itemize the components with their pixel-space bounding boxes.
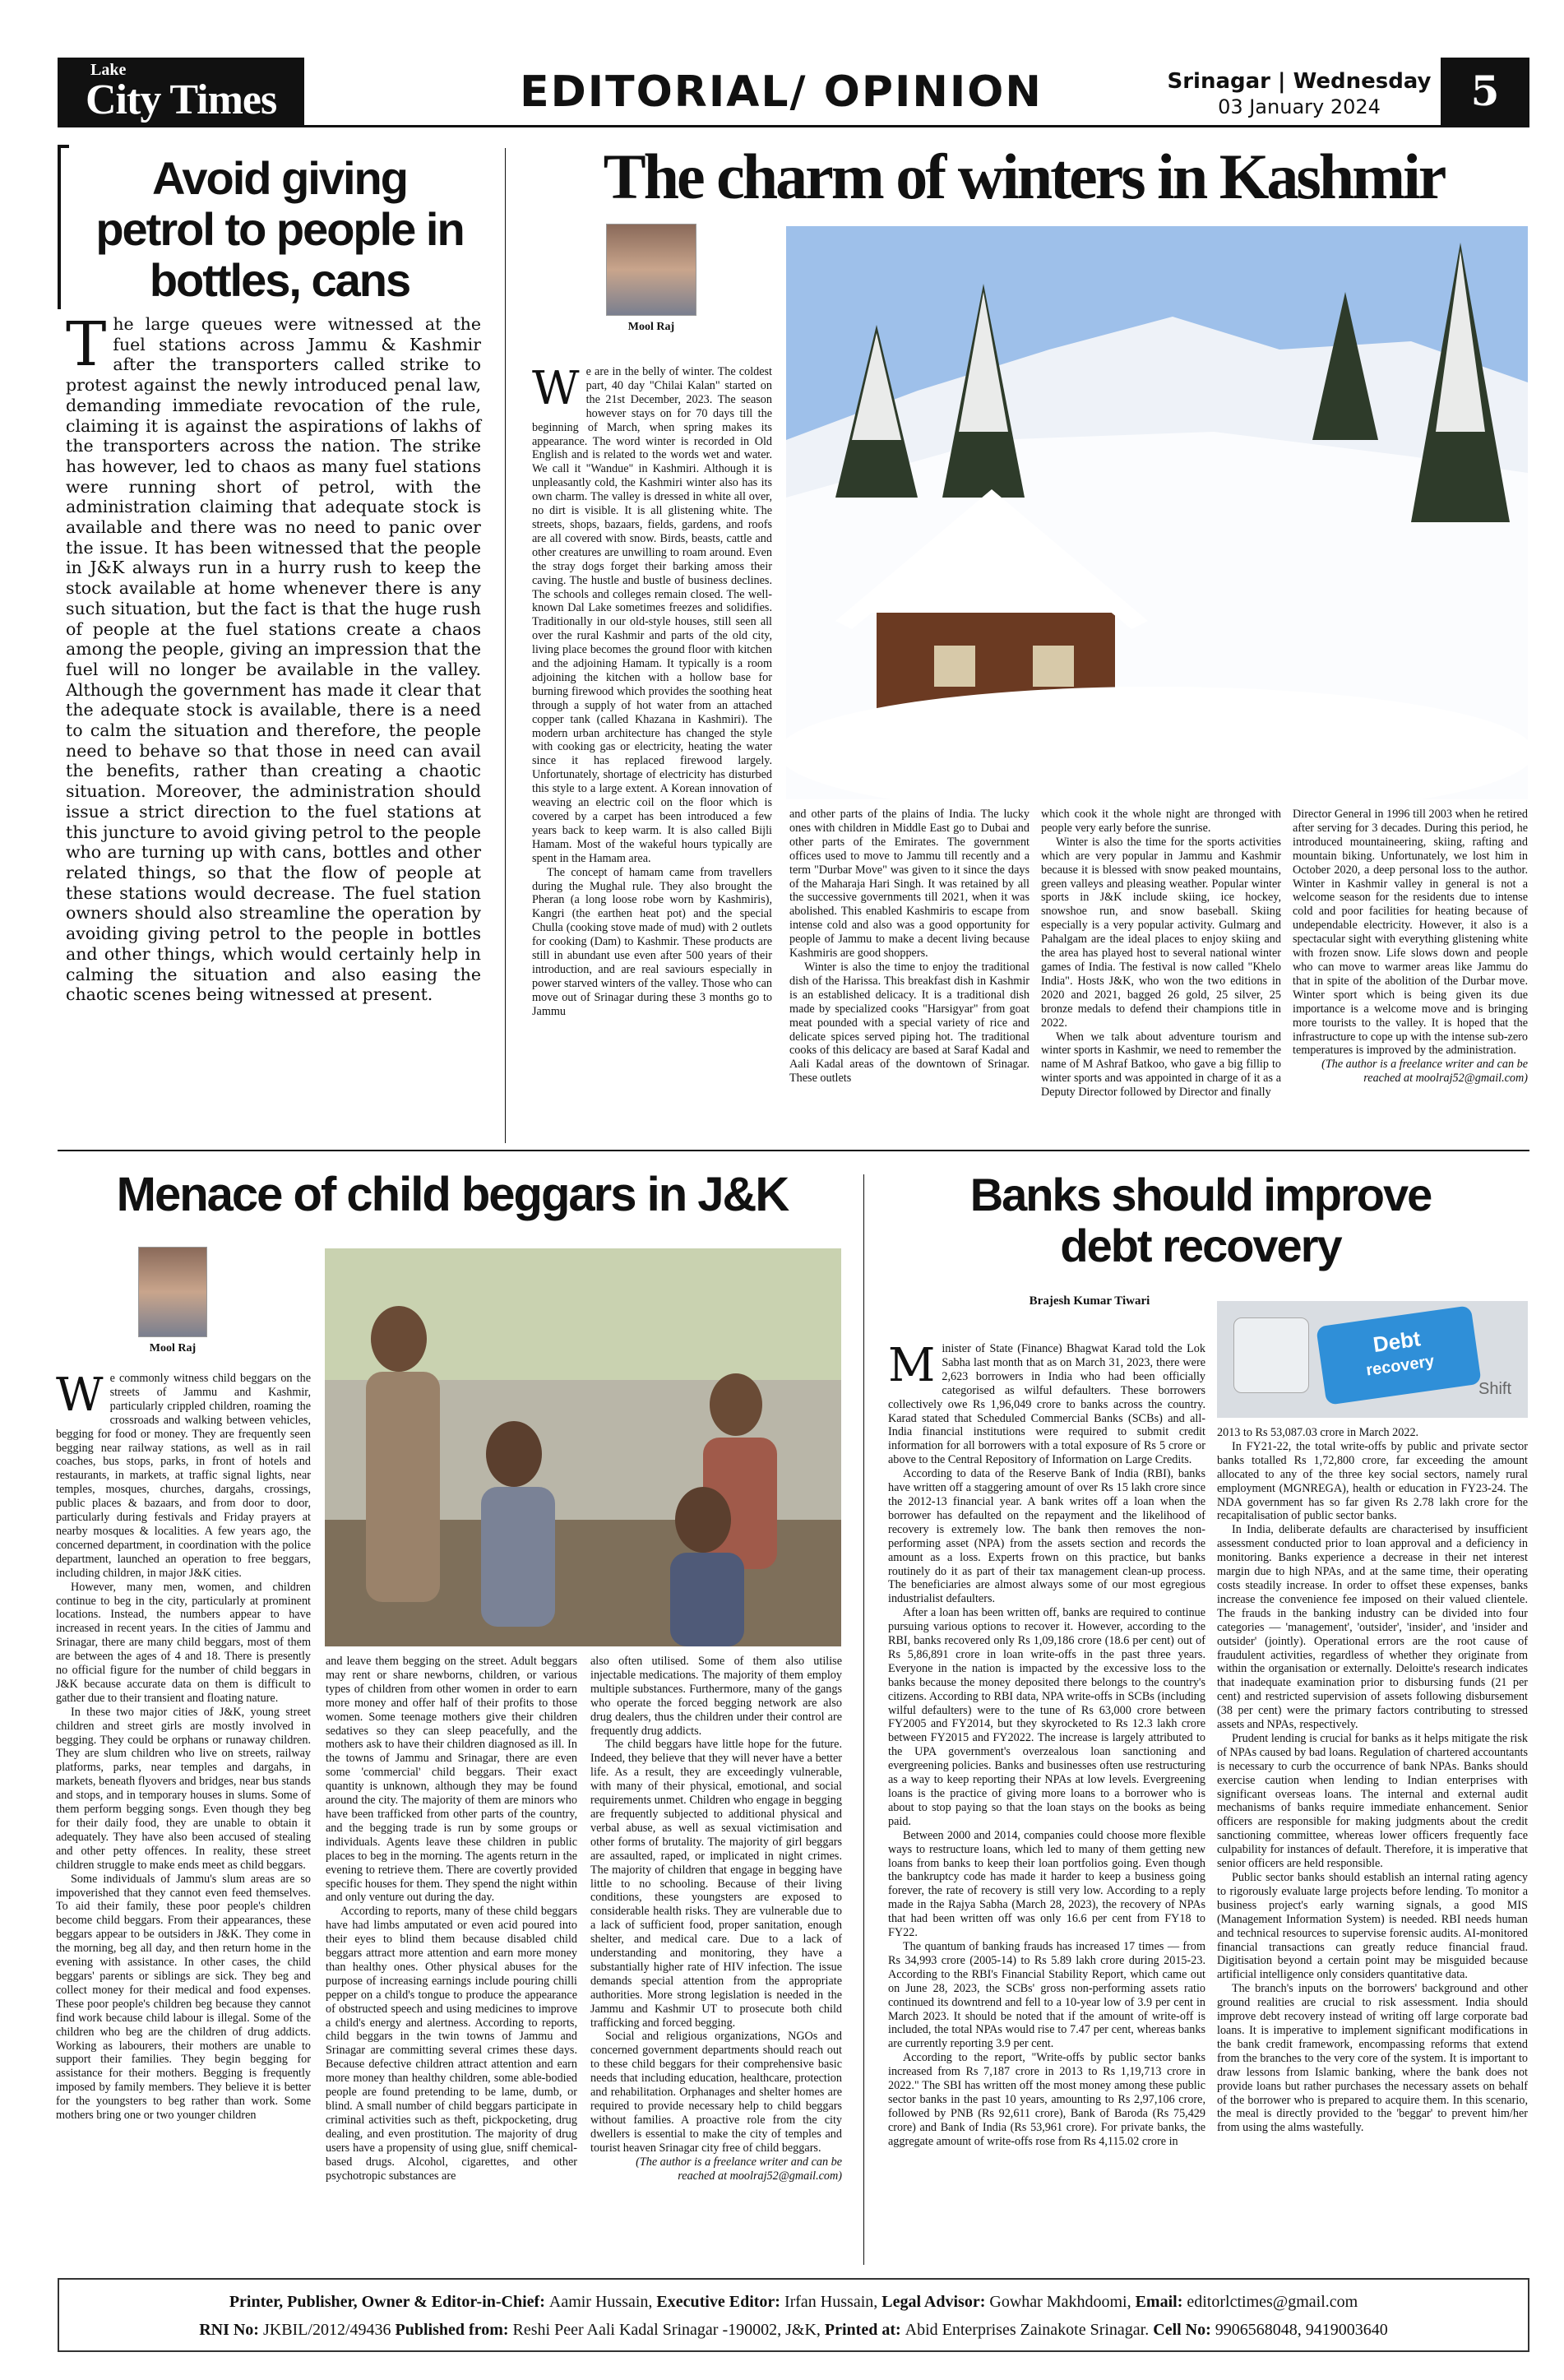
winters-photo [786, 226, 1528, 799]
children-illustration [325, 1248, 841, 1646]
beggars-title: Menace of child beggars in J&K [116, 1168, 789, 1221]
page-number: 5 [1441, 58, 1529, 125]
editorial-body [66, 309, 481, 1005]
beggars-col-3 [590, 1655, 842, 2183]
masthead-rule [58, 125, 1529, 127]
editorial-bracket-h [58, 145, 69, 148]
winters-para: When we talk about adventure tourism and winter sports in Kashmir, we need to remember the name of M Ashraf Batkoo, who gave a big fillip to winter sports and was appointed in charge of it as a Deputy Director followed by Director and finally [1041, 1030, 1281, 1100]
banks-para: Between 2000 and 2014, companies could choose more flexible ways to restructure loans, which led to many of them getting new loans from banks to keep their loan portfolios going. Even though the bankruptcy code has made it harder to keep a business going forever, the rate of recovery is still very low. According to a reply made in the Rajya Sabha (March 28, 2023), the recovery of NPAs that had been written off was only 16.6 per cent from FY18 to FY22. [888, 1828, 1205, 1940]
banks-author: Brajesh Kumar Tiwari [1029, 1294, 1150, 1308]
column-divider [863, 1174, 864, 2265]
banks-photo [1217, 1301, 1528, 1418]
winters-para [532, 362, 772, 866]
editorial-text: he large queues were witnessed at the fuel stations across Jammu & Kashmir after the transporters called strike to protest against the newly introduced penal law, demanding immediate revocation of the rule, claiming it is against the aspirations of lakhs of the transporters across the nation. The strike has however, led to chaos as many fuel stations were running short of petrol, with the administration claiming that adequate stock is available and there was no need to panic over the issue. It has been witnessed that the people in J&K always run in a hurry rush to keep the stock available at home whenever there is any such situation, but the fact is that the huge rush of people at the fuel stations create a chaos among the people, giving an impression that the fuel will no longer be available in the valley. Although the government has made it clear that the adequate stock is available, there is a need to calm the situation and therefore, the people need to behave so that those in need can avail the benefits, rather than creating a chaotic situation. Moreover, the administration should issue a strict direction to the fuel stations at this juncture to avoid giving petrol to the people who are turning up with cans, bottles and other related things, so that the flow of people at these stations would decrease. The fuel station owners should also streamline the operation by avoiding giving petrol to the people in bottles and other things, which would certainly help in calming the situation and also easing the chaotic scenes being witnessed at present. [66, 314, 481, 1005]
banks-drop-cap: M [888, 1339, 936, 1392]
beggars-para: The child beggars have little hope for the future. Indeed, they believe that they will never have a better life. As a result, they are exceedingly vulnerable, with many of their physical, emotional, and social requirements unmet. Children who engage in begging are frequently subjected to additional physical and verbal abuse, as well as sexual victimisation and other forms of brutality. The majority of girl beggars are assaulted, raped, or implicated in night crimes. The majority of children that engage in begging have little to no schooling. Because of their living conditions, these youngsters are exposed to considerable health risks. They are vulnerable due to a lack of sufficient food, proper sanitation, enough shelter, and medical care. Due to a lack of understanding and monitoring, they have a substantially higher rate of HIV infection. The issue demands special attention from the appropriate authorities. More strong legislation is needed in the Jammu and Kashmir UT to prosecute both child trafficking and forced begging. [590, 1738, 842, 2030]
winters-para: Director General in 1996 till 2003 when he retired after serving for 3 decades. During this period, he introduced mountaineering, skiing, rafting and mountain biking. Unfortunately, we lost him in October 2020, a deep personal loss to the author. Winter in Kashmir valley in general is not a welcome season for the residents due to intense cold and poor facilities for heating because of undependable electricity. However, it also is a spectacular sight with everything glistening white with frozen snow. Life slows down and people who can move to warmer areas like Jammu do that in spite of the abolition of the Durbar move. Winter sport which is being given its due importance is a welcome move and is bringing more tourists to the valley. It is hoped that the infrastructure to cope up with the intense sub-zero temperatures is improved by the administration. [1293, 808, 1528, 1058]
column-divider [505, 148, 506, 1143]
beggars-para: According to reports, many of these child beggars have had limbs amputated or even acid poured into their eyes to blind them because disabled child beggars attract more attention and earn more money than healthy ones. Other physical abuses for the purpose of increasing earnings include pouring chilli pepper on a child's tongue to produce the appearance of obstructed speech and using medicines to improve a child's energy and alertness. According to reports, child beggars in the twin towns of Jammu and Srinagar are committing several crimes these days. Because defective children attract attention and earn more money than healthy children, some able-bodied people are found pretending to be lame, dumb, or blind. A small number of child beggars participate in criminal activities such as theft, pickpocketing, drug dealing, and even prostitution. The majority of drug users have a propensity of using glue, sniff chemical-based drugs. Alcohol, cigarettes, and other psychotropic substances are [326, 1905, 577, 2183]
banks-title [888, 1169, 1513, 1271]
banks-title-line-1: Banks should improve [969, 1169, 1432, 1220]
winters-col-4 [1293, 808, 1528, 1086]
banks-para: According to data of the Reserve Bank of India (RBI), banks have written off a staggering amount of over Rs 15 lakh crore since the 2012-13 financial year. A bank writes off a loan when the borrower has defaulted on the repayment and the likelihood of recovery is extremely low. The bank then removes the non-performing asset (NPA) from the assets section and records the amount as a loss. Experts frown on this practice, but banks routinely do it as part of their tax management clean-up process. The beneficiaries are almost always some of our most egregious industrialist defaulters. [888, 1467, 1205, 1606]
banks-col-2 [1217, 1426, 1528, 2135]
banks-para: In FY21-22, the total write-offs by public and private sector banks totalled Rs 1,72,800 crore, far exceeding the amount allocated to any of the three key social sectors, namely rural employment (MGNREGA), health or education in FY23-24. The NDA government has so far given Rs 2.78 lakh crore for the recapitalisation of public sector banks. [1217, 1439, 1528, 1523]
beggars-para: However, many men, women, and children continue to beg in the city, particularly at prominent locations. Instead, the numbers appear to have increased in recent years. In the cities of Jammu and Srinagar, there are many child beggars, most of them are between the ages of 4 and 18. There is presently no official figure for the number of child beggars in J&K because accurate data on them is difficult to gather due to their transient and floating nature. [56, 1580, 311, 1705]
section-title: EDITORIAL/ OPINION [520, 67, 1043, 117]
beggars-drop-cap: W [56, 1368, 104, 1422]
beggars-photo [325, 1248, 841, 1646]
winters-para: Winter is also the time to enjoy the traditional dish of the Harissa. This breakfast dish in Kashmir is an established delicacy. It is a traditional dish made by specialized cooks "Harsigyar" from goat meat pounded with a special variety of rice and delicate spices served piping hot. The traditional cooks of this delicacy are based at Saraf Kadal and Aali Kadal areas of the downtown of Srinagar. These outlets [789, 960, 1030, 1086]
winters-col-2 [789, 808, 1030, 1086]
footer-value: Aamir Hussain, [548, 2293, 653, 2311]
footer-label: RNI No: [199, 2321, 259, 2339]
footer-label: Cell No: [1153, 2321, 1211, 2339]
banks-para: The quantum of banking frauds has increased 17 times — from Rs 34,993 crore (2005-14) to Rs 5.89 lakh crore during 2015-23. According to the RBI's Financial Stability Report, which came out on June 28, 2023, the SCBs' gross non-performing assets ratio continued its downtrend and fell to a 10-year low of 3.9 per cent in March 2023. It should be noted that if the amount of write-off is included, the total NPAs would rise to 7.47 per cent, whereas banks are currently reporting 3.9 per cent. [888, 1939, 1205, 2051]
imprint-line-2 [59, 2316, 1528, 2344]
footer-label: Email: [1135, 2293, 1183, 2311]
shift-key-label: Shift [1478, 1380, 1512, 1398]
dateline [1159, 69, 1439, 118]
editorial-drop-cap: T [66, 309, 107, 380]
winters-col-1 [532, 362, 772, 1019]
winters-para-text: e are in the belly of winter. The coldest part, 40 day "Chilai Kalan" started on the 21st December, 2023. The season however stays on for 70 days till the beginning of March, when spring makes its appearance. The word winter is recorded in Old English and is related to the words wet and water. We call it "Wandue" in Kashmiri. Although it is unpleasantly cold, the Kashmiri winter also has its own charm. The valley is dressed in white all over, no dirt is visible. It is all glistening white. The streets, shops, bazaars, fields, gardens, and roofs are all covered with snow. Birds, beasts, cattle and other creatures are unwilling to roam around. Even the stray dogs forget their barking amoss their caving. The hustle and bustle of business declines. The schools and colleges remain closed. The well-known Dal Lake sometimes freezes and solidifies. Traditionally in our old-style houses, still seen all over the rural Kashmir and parts of the old city, living place becomes the ground floor with kitchen and the adjoining Hamam. It typically is a room adjoining the kitchen with a hollow base for burning firewood which provides the soothing heat through a supply of hot water from an attached copper tank (called Khazana in Kashmiri). The modern urban architecture has changed the style with cooking gas or electricity, heating the water since it has replaced firewood largely. Unfortunately, shortage of electricity has disturbed this style to a large extent. A Korean innovation of weaving an electric coil on the floor which is covered by a carpet has been introduced a few years back to keep warm. It is also called Bijli Hamam. Most of the wakeful hours typically are spent in the Hamam area. [532, 365, 772, 865]
beggars-para: and leave them begging on the street. Adult beggars may rent or share newborns, children, or various types of children from other women in order to earn more money and offer half of their profits to those women. Some teenage mothers give their children sedatives so they can sleep peacefully, and the mothers ask to have their children diagnosed as ill. In the towns of Jammu and Srinagar, there are even some 'commercial' child beggars. Their exact quantity is unknown, although they may be found around the city. The majority of them are minors who have been trafficked from other parts of the country, and the begging trade is run by some groups or individuals. Agents leave these children in public places to beg in the morning. The agents return in the evening to retrieve them. There are covertly provided specific houses for them. They spend the night within and only venture out during the day. [326, 1655, 577, 1905]
banks-para: 2013 to Rs 53,087.03 crore in March 2022. [1217, 1426, 1419, 1439]
footer-value: Gowhar Makhdoomi, [989, 2293, 1131, 2311]
winters-para: and other parts of the plains of India. The lucky ones with children in Middle East go to Dubai and other parts of the Emirates. The government offices used to move to Jammu till recently and a term "Durbar Move" was given to it since the days of the Maharaja Hari Singh. It was retained by all the successive governments till 2021, when it was abolished. This enabled Kashmiris to escape from intense cold and also was a good opportunity for people of Jammu to make a decent living because Kashmiris are good shoppers. [789, 808, 1030, 961]
debt-recovery-key [1316, 1305, 1482, 1405]
editorial-title: Avoid giving petrol to people in bottles, cans [95, 152, 464, 306]
banks-para: In India, deliberate defaults are characterised by insufficient assessment conducted prior to loan approval and a deficiency in monitoring. Banks experience a decrease in their net interest margin due to high NPAs, and at the same time, their operating costs steadily increase. In order to offset these expenses, banks increase the convenience fee imposed on their valued clientele. The frauds in the banking industry can be divided into four categories — 'management', 'outsider', 'insider', and 'insider and outsider' (jointly). Operational errors are the root cause of fraudulent activities, regardless of whether they originate from within the organisation or externally. Deloitte's research indicates that inadequate examination prior to disbursing funds (21 per cent) and restricted supervision of assets following disbursement (38 per cent) were the primary factors contributing to stressed assets and NPAs, respectively. [1217, 1523, 1528, 1732]
beggars-col-1 [56, 1368, 311, 2123]
snow-cabin-illustration [786, 226, 1528, 799]
footer-label: Published from: [395, 2321, 509, 2339]
banks-title-line-2: debt recovery [1060, 1220, 1341, 1271]
footer-label: Legal Advisor: [881, 2293, 986, 2311]
footer-value: Irfan Hussain, [784, 2293, 878, 2311]
issue-date: 03 January 2024 [1218, 95, 1381, 118]
beggars-para-text: e commonly witness child beggars on the streets of Jammu and Kashmir, particularly crippled children, roaming the crossroads and walking between vehicles, begging for food or money. They are frequently seen begging near railway stations, as well as in rail coaches, bus stops, parks, in front of hotels and restaurants, in markets, at traffic signal lights, near temples, mosques, churches, dargahs, crossings, public places & bazaars, and from door to door, particularly during festivals and Friday prayers at nearby mosques & localities. A few years ago, the concerned department, in coordination with the police department, launched an operation to free beggars, including children, in major J&K cities. [56, 1372, 311, 1580]
beggars-para [56, 1368, 311, 1581]
city-day: Srinagar | Wednesday [1167, 69, 1432, 94]
brand-large: City Times [86, 76, 277, 123]
banks-para-text: inister of State (Finance) Bhagwat Karad told the Lok Sabha last month that as on March 31, 2023, there were 2,623 borrowers in India who had been officially categorised as wilful defaulters. These borrowers collectively owe Rs 1,96,049 crore to banks across the country. Karad stated that Scheduled Commercial Banks (SCBs) and all-India financial institutions were required to submit credit information for all borrowers with a total exposure of Rs 5 crore or above to the Central Repository of Information on Large Credits. [888, 1342, 1205, 1467]
winters-title: The charm of winters in Kashmir [603, 141, 1445, 212]
imprint-line-1 [59, 2288, 1528, 2316]
beggars-author: Mool Raj [149, 1342, 197, 1354]
winters-author: Mool Raj [627, 321, 675, 333]
debt-key-label-1: Debt [1371, 1326, 1423, 1358]
footer-value: Abid Enterprises Zainakote Srinagar. [905, 2321, 1150, 2339]
editorial-bracket-v [58, 145, 61, 309]
imprint-footer [58, 2278, 1529, 2352]
beggars-para: also often utilised. Some of them also utilise injectable medications. The majority of them employ multiple substances. Furthermore, many of the gangs who operate the forced begging network are also drug dealers, thus the children under their control are frequently drug addicts. [590, 1655, 842, 1738]
winters-author-photo [606, 224, 696, 316]
winters-para: which cook it the whole night are thronged with people very early before the sunrise. [1041, 808, 1281, 835]
footer-label: Executive Editor: [656, 2293, 780, 2311]
footer-label: Printed at: [824, 2321, 901, 2339]
footer-value: 9906568048, 9419003640 [1215, 2321, 1388, 2339]
winters-para: The concept of hamam came from travellers during the Mughal rule. They also brought the Pheran (a long loose robe worn by Kashmiris), Kangri (the earthen heat pot) and the special Chulla (cooking stove made of mud) with 2 outlets for cooking (Dam) to Kashmir. These products are still in abundant use even after 500 years of their introduction, and are real saviours especially in power starved winters of the valley. Those who can move out of Srinagar during these 3 months go to Jammu [532, 865, 772, 1018]
footer-value: Reshi Peer Aali Kadal Srinagar -190002, J&K, [512, 2321, 821, 2339]
section-rule [58, 1150, 1529, 1151]
footer-label: Printer, Publisher, Owner & Editor-in-Chief: [229, 2293, 545, 2311]
footer-email: editorlctimes@gmail.com [1187, 2293, 1358, 2311]
winters-drop-cap: W [532, 362, 580, 415]
banks-para: After a loan has been written off, banks are required to continue pursuing various options to recover it. However, according to the RBI, banks recovered only Rs 1,09,186 crore (18.6 per cent) out of Rs 5,86,891 crore in loan write-offs in the past three years. Everyone in the nation is impacted by the excessive loss to the banks because the money deposited there belongs to the country's citizens. According to RBI data, NPA write-offs in SCBs (including wilful defaulters) were to the tune of Rs 63,000 crore between FY2005 and FY2014, but they skyrocketed to Rs 12.3 lakh crore between FY2015 and FY2022. The increase is largely attributed to the UPA government's overzealous loan sanctioning and evergreening policies. Banks and businesses often use restructuring as a way to keep reporting their NPAs at low levels. Evergreening loans is the practice of giving more loans to a borrower who is about to stop paying so that the loan stays on the books as being paid. [888, 1606, 1205, 1828]
banks-para: According to the report, "Write-offs by public sector banks increased from Rs 7,187 crore in 2013 to Rs 1,19,713 crore in 2022." The SBI has written off the most money among these public sector banks in the past 10 years, amounting to Rs 2,97,106 crore, followed by PNB (Rs 92,611 crore), Bank of Baroda (Rs 75,429 crore) and Bank of India (Rs 53,961 crore). For private banks, the aggregate amount of write-offs rose from Rs 4,115.02 crore in [888, 2051, 1205, 2148]
winters-col-3 [1041, 808, 1281, 1100]
keyboard-key-icon [1233, 1317, 1309, 1393]
masthead-logo [58, 58, 304, 125]
beggars-para: In these two major cities of J&K, young street children and street girls are mostly involved in begging. They could be orphans or runaway children. They are slum children who live on streets, railway platforms, parks, near temples and dargahs, in markets, beneath flyovers and bridges, near bus stands and stops, and in temporary houses in slums. Some of them perform begging songs. Even though they beg for their daily food, they are unable to obtain it adequately. They have also been accused of stealing and other petty offences. In reality, these street children struggle to make ends meet as child beggars. [56, 1705, 311, 1872]
brand-small: Lake [90, 61, 127, 79]
beggars-para: Social and religious organizations, NGOs and concerned government departments should reach out to these child beggars for their comprehensive basic needs that including education, healthcare, protection and rehabilitation. Orphanages and shelter homes are required to provide necessary help to child beggars without families. A proactive role from the city dwellers is essential to make the city of temples and tourist heaven Srinagar city free of child beggars. [590, 2030, 842, 2155]
banks-para: The branch's inputs on the borrowers' background and other ground realities are crucial to risk assessment. India should improve debt recovery instead of writing off large corporate bad loans. It is imperative to implement significant modifications in the bank credit framework, encompassing reforms that extend from the branches to the very core of the system. It is important to draw lessons from Islamic banking, where the bank does not provide loans but rather purchases the necessary assets on behalf of the borrower who is prepared to acquire them. In this scenario, the meal is directly provided to the 'beggar' to prevent him/her from using the alms wastefully. [1217, 1982, 1528, 2135]
beggars-para: Some individuals of Jammu's slum areas are so impoverished that they cannot even feed themselves. To aid their family, these poor people's children become child beggars. From their appearances, these beggars appear to be outsiders in J&K. They come in the morning, beg all day, and then return home in the evening with assistance. In other cases, the child beggars' parents or siblings are sick. They beg and collect money for their medical and food expenses. These poor people's children beg because they cannot find work because child labour is illegal. Some of the children who beg are the children of drug addicts. Working as labourers, their mothers are unable to support their families. They begin begging for assistance for their mothers. Begging is frequently imposed by family members. They believe it is better for the youngsters to beg rather than work. Some mothers bring one or two younger children [56, 1872, 311, 2123]
winters-para: Winter is also the time for the sports activities which are very popular in Jammu and Kashmir because it is blessed with snow peaked mountains, green valleys and pleasing weather. Popular winter sports in J&K include skiing, ice hockey, snowshoe run, and snow baseball. Skiing especially is a very popular activity. Gulmarg and Pahalgam are the ideal places to enjoy skiing and the area has played host to several national winter games of India. The festival is now called "Khelo India". Hosts J&K, who won the two editions in 2020 and 2021, bagged 26 gold, 25 silver, 25 bronze medals to defend their champions title in 2022. [1041, 835, 1281, 1030]
beggars-col-2 [326, 1655, 577, 2183]
beggars-credit: (The author is a freelance writer and can be reached at moolraj52@gmail.com) [636, 2155, 842, 2183]
banks-para: Prudent lending is crucial for banks as it helps mitigate the risk of NPAs caused by bad loans. Regulation of chartered accountants is necessary to curb the occurrence of bank NPAs. Banks should exercise caution when lending to Indian enterprises with significant overseas loans. The internal and external audit mechanisms of banks require immediate enhancement. Senior officers are responsible for making judgments about the credit sanctioning committee, whereas lower officers frequently face culpability for instances of default. Therefore, it is imperative that senior officers are held responsible. [1217, 1731, 1528, 1871]
debt-key-label-2: recovery [1364, 1352, 1436, 1380]
footer-value: JKBIL/2012/49436 [262, 2321, 391, 2339]
banks-para: Public sector banks should establish an internal rating agency to rigorously evaluate large projects before lending. To monitor a business project's early warning signals, a good MIS (Management Information System) is needed. RBI needs human and technical resources to supervise forensic audits. AI-monitored financial transactions can greatly reduce financial fraud. Digitisation beyond a certain point may be misguided because artificial intelligence only considers quantitative data. [1217, 1871, 1528, 1982]
banks-para [888, 1339, 1205, 1467]
banks-col-1 [888, 1339, 1205, 2149]
winters-credit: (The author is a freelance writer and can be reached at moolraj52@gmail.com) [1321, 1058, 1528, 1086]
beggars-author-photo [138, 1247, 207, 1337]
